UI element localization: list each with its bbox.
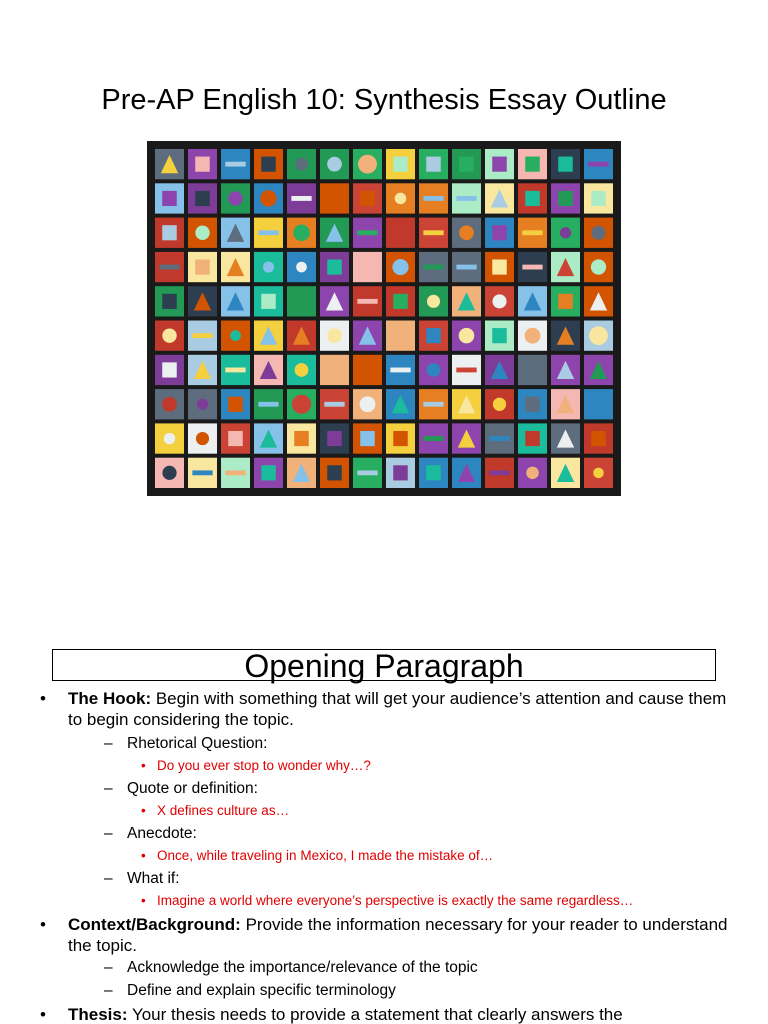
dash-icon: – xyxy=(104,982,113,999)
quilt-motif xyxy=(258,230,278,235)
quilt-motif xyxy=(293,224,310,241)
quilt-motif xyxy=(295,158,307,170)
quilt-motif xyxy=(360,396,376,412)
quilt-motif xyxy=(395,193,407,205)
slide-title: Pre-AP English 10: Synthesis Essay Outline xyxy=(101,84,667,116)
quilt-motif xyxy=(525,191,540,206)
quilt-motif xyxy=(493,398,506,411)
quilt-motif xyxy=(225,368,245,373)
context-text: Provide the information necessary for your reader to understand the topic. xyxy=(68,915,728,955)
quilt-motif xyxy=(162,225,177,240)
quilt-motif xyxy=(195,226,209,240)
thesis-item xyxy=(40,1004,740,1024)
quilt-motif xyxy=(390,368,410,373)
quilt-motif xyxy=(427,295,440,308)
quilt-motif xyxy=(591,431,606,446)
sub-item-label: Anecdote: xyxy=(127,825,197,842)
example-text: Imagine a world where everyone’s perspective is exactly the same regardless… xyxy=(157,893,634,908)
slide-2 xyxy=(0,590,768,1024)
quilt-motif xyxy=(526,363,539,376)
example-item xyxy=(68,800,740,822)
quilt-motif xyxy=(192,333,212,338)
quilt-motif xyxy=(195,191,210,206)
quilt-motif xyxy=(589,326,608,345)
dash-icon: – xyxy=(104,735,113,752)
quilt-motif xyxy=(296,295,308,307)
quilt-motif xyxy=(560,227,571,238)
quilt-motif xyxy=(358,155,377,174)
quilt-motif xyxy=(196,432,209,445)
quilt-motif xyxy=(195,157,210,172)
quilt-motif xyxy=(423,402,443,407)
quilt-motif xyxy=(162,294,177,309)
quilt-motif xyxy=(295,363,309,377)
quilt-motif xyxy=(261,465,276,480)
quilt-motif xyxy=(522,265,542,270)
quilt-motif xyxy=(459,328,475,344)
quilt-motif xyxy=(558,294,573,309)
quilt-motif xyxy=(492,225,507,240)
outline-list xyxy=(40,688,740,1024)
quilt-motif xyxy=(324,402,344,407)
quilt-motif xyxy=(591,259,606,274)
hook-sub-item xyxy=(68,778,740,800)
context-sub-item xyxy=(68,980,740,1002)
bullet-icon: • xyxy=(40,915,46,934)
quilt-motif xyxy=(588,162,608,167)
quilt-motif xyxy=(357,299,377,304)
quilt-motif xyxy=(558,157,573,172)
quilt-motif xyxy=(393,225,408,240)
quilt-motif xyxy=(261,294,276,309)
quilt-motif xyxy=(558,191,573,206)
example-text: Do you ever stop to wonder why…? xyxy=(157,758,371,773)
quilt-motif xyxy=(324,368,344,373)
quilt-motif xyxy=(159,265,179,270)
quilt-motif xyxy=(456,265,476,270)
bullet-icon: • xyxy=(40,689,46,708)
quilt-motif xyxy=(489,470,509,475)
quilt-motif xyxy=(261,157,276,172)
quilt-motif xyxy=(426,157,441,172)
quilt-motif xyxy=(327,259,342,274)
quilt-motif xyxy=(162,191,177,206)
quilt-motif xyxy=(423,436,443,441)
quilt-motif xyxy=(230,330,241,341)
quilt-motif xyxy=(162,397,177,412)
example-item xyxy=(68,890,740,912)
quilt-motif xyxy=(162,328,176,342)
quilt-motif xyxy=(327,328,342,343)
quilt-motif xyxy=(225,162,245,167)
thesis-text: Your thesis needs to provide a statement that clearly answers the xyxy=(127,1005,623,1024)
sub-item-label: Quote or definition: xyxy=(127,780,258,797)
quilt-motif xyxy=(492,259,507,274)
quilt-photo xyxy=(147,141,621,496)
quilt-motif xyxy=(225,470,245,475)
quilt-motif xyxy=(456,196,476,201)
quilt-motif xyxy=(195,259,210,274)
quilt-motif xyxy=(296,262,307,273)
quilt-motif xyxy=(393,431,408,446)
quilt-motif xyxy=(522,230,542,235)
sub-item-label: Define and explain specific terminology xyxy=(127,982,396,999)
quilt-motif xyxy=(197,399,208,410)
quilt-motif xyxy=(162,466,176,480)
quilt-motif xyxy=(357,265,377,270)
hook-label: The Hook: xyxy=(68,689,152,708)
quilt-motif xyxy=(427,363,441,377)
quilt-motif xyxy=(228,191,242,205)
quilt-motif xyxy=(162,362,177,377)
quilt-motif xyxy=(294,431,309,446)
quilt-motif xyxy=(423,230,443,235)
example-text: X defines culture as… xyxy=(157,803,290,818)
quilt-motif xyxy=(525,431,540,446)
quilt-motif xyxy=(456,368,476,373)
quilt-motif xyxy=(360,431,375,446)
slide-title: Opening Paragraph xyxy=(244,648,524,684)
quilt-motif xyxy=(228,431,243,446)
quilt-motif xyxy=(492,157,507,172)
context-item xyxy=(40,914,740,1002)
quilt-motif xyxy=(492,328,507,343)
quilt-motif xyxy=(327,157,342,172)
quilt-motif xyxy=(393,157,408,172)
quilt-motif xyxy=(426,465,441,480)
hook-item xyxy=(40,688,740,912)
quilt-motif xyxy=(459,225,474,240)
quilt-motif xyxy=(526,467,539,480)
dash-icon: – xyxy=(104,780,113,797)
sub-item-label: Acknowledge the importance/relevance of the topic xyxy=(127,959,478,976)
quilt-motif xyxy=(357,368,377,373)
sub-item-label: Rhetorical Question: xyxy=(127,735,268,752)
dash-icon: – xyxy=(104,825,113,842)
quilt-motif xyxy=(258,402,278,407)
dash-icon: – xyxy=(104,870,113,887)
quilt-motif xyxy=(489,436,509,441)
dash-icon: – xyxy=(104,959,113,976)
sub-item-label: What if: xyxy=(127,870,180,887)
example-item xyxy=(68,755,740,777)
quilt-motif xyxy=(525,157,540,172)
dot-icon: • xyxy=(141,848,146,863)
quilt-motif xyxy=(393,328,408,343)
quilt-motif xyxy=(263,261,274,272)
quilt-motif xyxy=(591,226,605,240)
quilt-motif xyxy=(591,397,606,412)
quilt-motif xyxy=(423,265,443,270)
dot-icon: • xyxy=(141,893,146,908)
quilt-image xyxy=(153,147,615,490)
quilt-motif xyxy=(426,328,441,343)
quilt-motif xyxy=(327,431,342,446)
context-sub-item xyxy=(68,957,740,979)
quilt-motif xyxy=(525,397,540,412)
quilt-motif xyxy=(525,328,541,344)
quilt-motif xyxy=(593,468,604,479)
thesis-label: Thesis: xyxy=(68,1005,128,1024)
quilt-motif xyxy=(327,191,342,206)
context-label: Context/Background: xyxy=(68,915,241,934)
example-item xyxy=(68,845,740,867)
quilt-motif xyxy=(327,465,342,480)
quilt-motif xyxy=(192,470,212,475)
dot-icon: • xyxy=(141,803,146,818)
quilt-motif xyxy=(260,190,276,206)
quilt-motif xyxy=(591,191,606,206)
quilt-motif xyxy=(357,230,377,235)
quilt-motif xyxy=(423,196,443,201)
quilt-motif xyxy=(492,294,506,308)
quilt-motif xyxy=(292,395,311,414)
quilt-motif xyxy=(360,191,375,206)
quilt-motif xyxy=(393,465,408,480)
hook-sub-item xyxy=(68,733,740,755)
quilt-motif xyxy=(357,470,377,475)
hook-sub-item xyxy=(68,868,740,890)
quilt-motif xyxy=(393,294,408,309)
quilt-motif xyxy=(392,259,408,275)
quilt-motif xyxy=(291,196,311,201)
quilt-motif xyxy=(164,433,175,444)
bullet-icon: • xyxy=(40,1005,46,1024)
quilt-motif xyxy=(459,157,474,172)
dot-icon: • xyxy=(141,758,146,773)
quilt-motif xyxy=(228,397,243,412)
hook-text: Begin with something that will get your audience’s attention and cause them to begin considering the topic. xyxy=(68,689,727,729)
example-text: Once, while traveling in Mexico, I made the mistake of… xyxy=(157,848,494,863)
hook-sub-item xyxy=(68,823,740,845)
